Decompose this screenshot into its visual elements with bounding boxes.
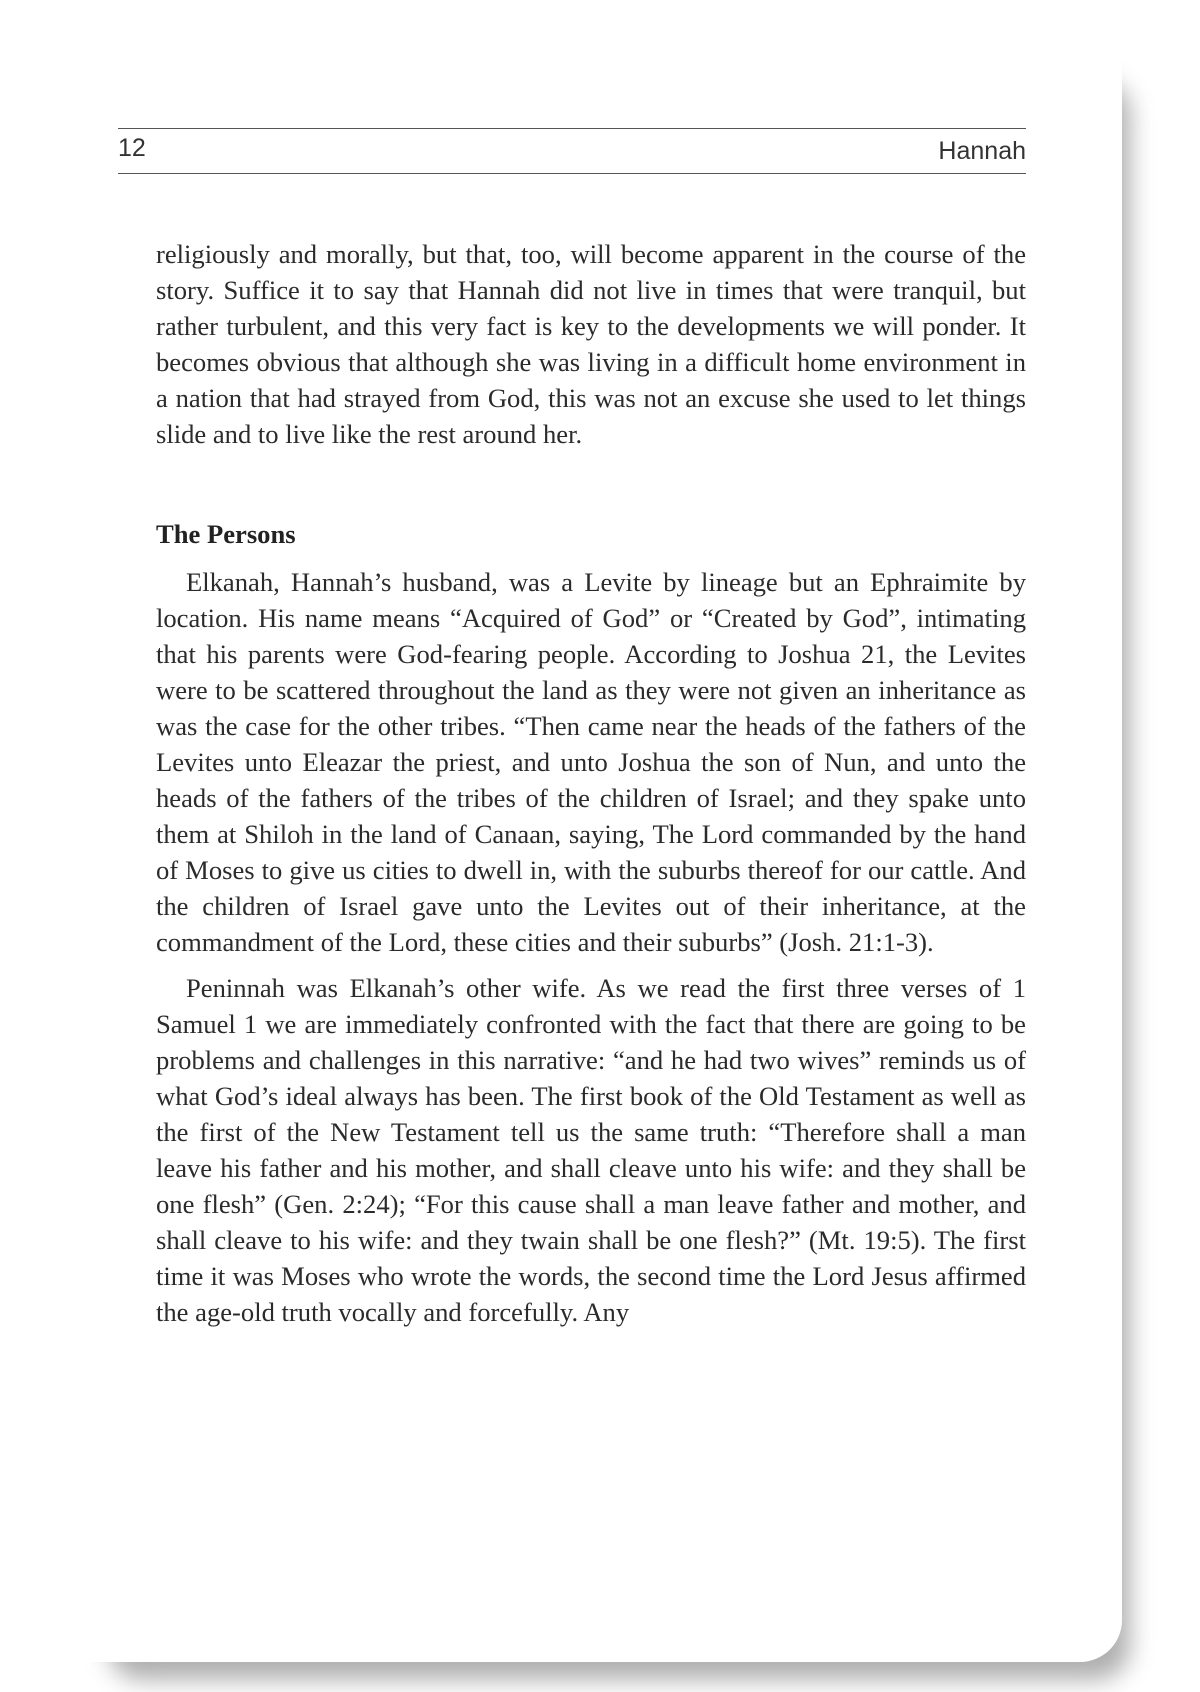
paragraph-peninnah: Peninnah was Elkanah’s other wife. As we read the first three verses of 1 Samuel 1 we are immediately confronted with the fact that there are going to be problems and challenges in this narrative: “and he had two wives” reminds us of what God’s ideal always has been. The first book of the Old Testament as well as the first of the New Testament tell us the same truth: “Therefore shall a man leave his father and his mother, and shall cleave unto his wife: and they shall be one flesh” (Gen. 2:24); “For this cause shall a man leave father and mother, and shall cleave to his wife: and they twain shall be one flesh?” (Mt. 19:5). The first time it was Moses who wrote the words, the second time the Lord Jesus affirmed the age-old truth vocally and forcefully. Any <box>156 973 1026 1327</box>
page-number: 12 <box>118 134 146 162</box>
body-text <box>156 236 1026 1330</box>
running-title: Hannah <box>938 137 1026 165</box>
running-header <box>118 128 1026 174</box>
paragraph-elkanah: Elkanah, Hannah’s husband, was a Levite by lineage but an Ephraimite by location. His name means “Acquired of God” or “Created by God”, intimating that his parents were God-fearing people. According to Joshua 21, the Levites were to be scattered throughout the land as they were not given an inheritance as was the case for the other tribes. “Then came near the heads of the fathers of the Levites unto Eleazar the priest, and unto Joshua the son of Nun, and unto the heads of the fathers of the tribes of the children of Israel; and they spake unto them at Shiloh in the land of Canaan, saying, The Lord commanded by the hand of Moses to give us cities to dwell in, with the suburbs thereof for our cattle. And the children of Israel gave unto the Levites out of their inheritance, at the commandment of the Lord, these cities and their suburbs” (Josh. 21:1-3). <box>156 567 1026 957</box>
section-heading: The Persons <box>156 519 296 549</box>
paragraph-continuation: religiously and morally, but that, too, will become apparent in the course of the story. Suffice it to say that Hannah did not live in times that were tranquil, but rather turbulent, and this very fact is key to the developments we will ponder. It becomes obvious that although she was living in a difficult home environment in a nation that had strayed from God, this was not an excuse she used to let things slide and to live like the rest around her. <box>156 239 1026 449</box>
